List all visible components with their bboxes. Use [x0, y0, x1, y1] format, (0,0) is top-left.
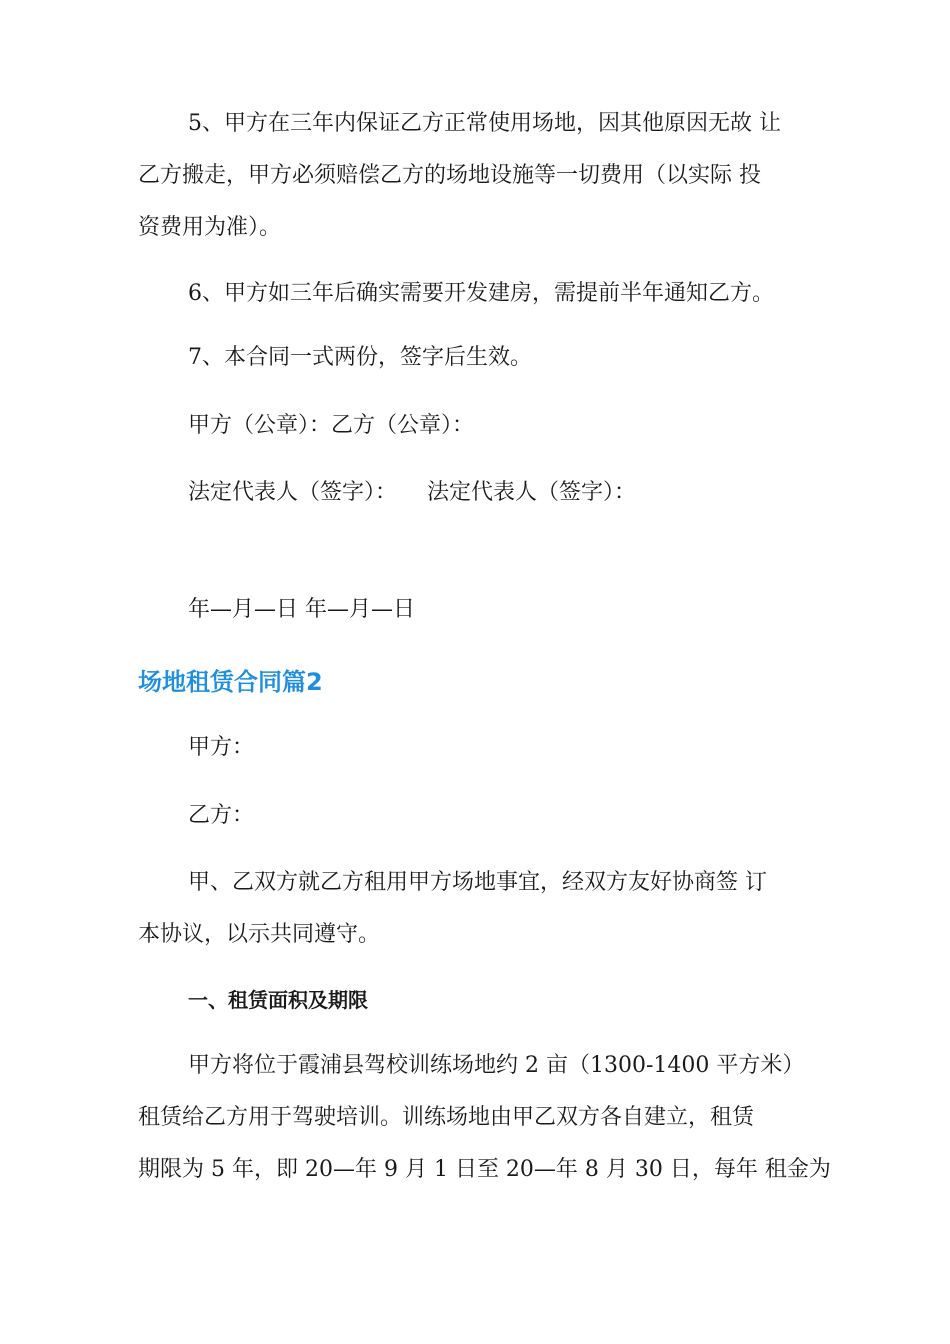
representative-left: 法定代表人（签字）：	[188, 480, 398, 505]
clause-1-paragraph	[138, 1040, 838, 1196]
representative-signature-line	[138, 467, 888, 519]
clause-7: 7、本合同一式两份，签字后生效。	[188, 345, 532, 370]
clause-1-line-2: 租赁给乙方用于驾驶培训。训练场地由甲乙双方各自建立，租赁	[138, 1105, 755, 1130]
clause-6: 6、甲方如三年后确实需要开发建房，需提前半年通知乙方。	[188, 281, 774, 306]
party-b: 乙方：	[188, 803, 255, 828]
clause-5	[138, 98, 838, 254]
intro-line-2: 本协议，以示共同遵守。	[138, 922, 381, 947]
clause-1-title: 一、租赁面积及期限	[188, 988, 368, 1012]
section-2-title: 场地租赁合同篇2	[138, 668, 323, 696]
party-a: 甲方：	[188, 735, 255, 760]
intro-paragraph	[138, 857, 838, 961]
seal-line: 甲方（公章）：乙方（公章）：	[188, 413, 475, 438]
representative-right: 法定代表人（签字）：	[427, 480, 637, 505]
clause-5-line-2: 乙方搬走，甲方必须赔偿乙方的场地设施等一切费用（以实际 投	[138, 163, 761, 188]
clause-1-line-3: 期限为 5 年，即 20—年 9 月 1 日至 20—年 8 月 30 日，每年 租金为	[138, 1157, 831, 1182]
date-line: 年—月—日 年—月—日	[188, 597, 415, 622]
clause-5-line-1: 5、甲方在三年内保证乙方正常使用场地，因其他原因无故 让	[188, 111, 781, 136]
intro-line-1: 甲、乙双方就乙方租用甲方场地事宜，经双方友好协商签 订	[188, 870, 767, 895]
clause-1-line-1: 甲方将位于霞浦县驾校训练场地约 2 亩（1300-1400 平方米）	[188, 1053, 805, 1078]
clause-5-line-3: 资费用为准）。	[138, 215, 282, 240]
